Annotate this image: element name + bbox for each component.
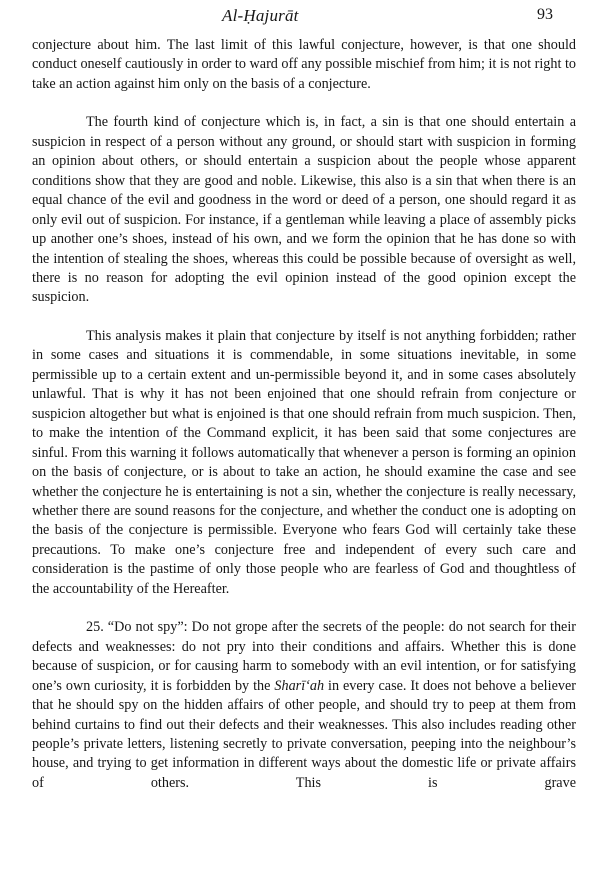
running-title: Al-Ḥajurāt bbox=[222, 6, 299, 25]
note-25-text-after: in every case. It does not behove a believer that he should spy on the hidden affairs of other people, and should try to peep at them from behind curtains to find out their defects and their weaknesses. This also includes reading other people’s private letters, listening secretly to private conversation, peeping into the neighbour’s house, and trying to get information in different ways about the domestic life or private affairs of others. This is grave bbox=[32, 677, 576, 791]
page-header bbox=[0, 6, 600, 30]
paragraph-note-25-do-not-spy bbox=[32, 618, 576, 793]
note-25-text-before: 25. “Do not spy”: Do not grope after the secrets of the people: do not search for their defects and weaknesses: do not pry into their conditions and affairs. Whether this is done because of suspicion, or for causing harm to somebody with an evil intention, or for satisfying one’s own curiosity, it is forbidden by the bbox=[32, 619, 576, 694]
paragraph-fourth-kind-of-conjecture: The fourth kind of conjecture which is, in fact, a sin is that one should entertain a suspicion in respect of a person without any ground, or should start with suspicion in forming an opinion about others, or should entertain a suspicion about the people whose apparent conditions show that they are good and noble. Likewise, this also is a sin that when there is an equal chance of the evil and goodness in the word or deed of a person, one should regard it as only evil out of suspicion. For instance, if a gentleman while leaving a place of assembly picks up another one’s shoes, instead of his own, and we form the opinion that he has done so with the intention of stealing the shoes, whereas this could be possible because of oversight as well, there is no reason for adopting the evil opinion instead of the good opinion except the suspicion. bbox=[32, 114, 576, 306]
page-number: 93 bbox=[537, 6, 553, 23]
paragraph-continuation: conjecture about him. The last limit of this lawful conjecture, however, is that one should conduct oneself cautiously in order to ward off any possible mischief from him; it is not right to take an action against him only on the basis of a conjecture. bbox=[32, 37, 576, 92]
shariah-term: Sharī‘ah bbox=[274, 677, 325, 694]
paragraph-analysis: This analysis makes it plain that conjecture by itself is not anything forbidden; rather in some cases and situations it is commendable, in some situations inevitable, in some permissible up to a certain extent and un-permissible beyond it, and in some cases absolutely unlawful. That is why it has not been enjoined that one should refrain from conjecture or suspicion altogether but what is enjoined is that one should refrain from much suspicion. Then, to make the intention of the Command explicit, it has been said that some conjectures are sinful. From this warning it follows automatically that whenever a person is forming an opinion on the basis of conjecture, or is about to take an action, he should examine the case and see whether the conjecture he is entertaining is not a sin, whether the conjecture is really necessary, whether there are sound reasons for the conjecture, and whether the conduct one is adopting on the basis of the conjecture is permissible. Everyone who fears God will certainly take these precautions. To make one’s conjecture free and independent of every such care and consideration is the pastime of only those people who are fearless of God and thoughtless of the accountability of the Hereafter. bbox=[32, 327, 576, 597]
body-text bbox=[32, 36, 576, 793]
